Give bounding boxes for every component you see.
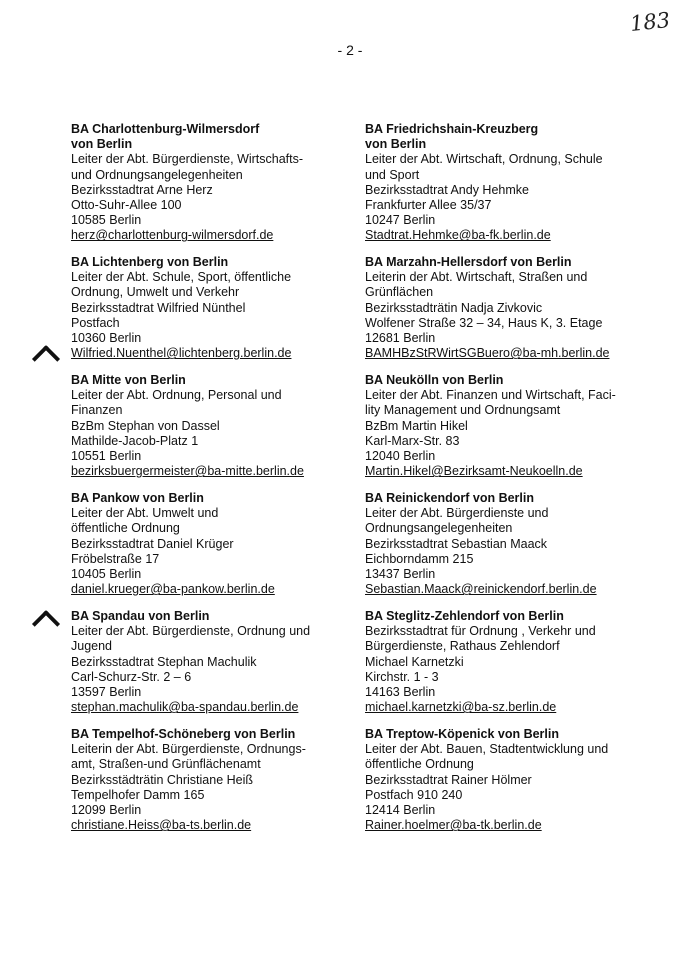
handwritten-page-number: 183 — [628, 7, 672, 37]
address-line: Bezirksstadtrat Arne Herz — [71, 182, 213, 197]
address-line: Finanzen — [71, 403, 123, 418]
district-title: BA Steglitz-Zehlendorf von Berlin — [365, 609, 564, 623]
address-line: 12414 Berlin — [365, 803, 436, 818]
page-number: - 2 - — [337, 42, 363, 58]
address-line: Bezirksstadträtin Nadja Zivkovic — [365, 300, 543, 315]
district-title: BA Tempelhof-Schöneberg von Berlin — [71, 727, 296, 741]
address-line: Tempelhofer Damm 165 — [71, 787, 205, 802]
address-line: Ordnung, Umwelt und Verkehr — [71, 285, 240, 300]
address-line: Leiter der Abt. Bürgerdienste und — [365, 506, 549, 521]
address-line: lity Management und Ordnungsamt — [365, 403, 561, 418]
address-line: Postfach 910 240 — [365, 787, 463, 802]
address-line: BzBm Stephan von Dassel — [71, 418, 220, 433]
address-line: Bezirksstadtrat Sebastian Maack — [365, 536, 548, 551]
address-line: Postfach — [71, 315, 120, 330]
address-block-marzahn-hellersdorf — [365, 255, 609, 361]
email-link[interactable]: Stadtrat.Hehmke@ba-fk.berlin.de — [365, 228, 551, 243]
address-line: BzBm Martin Hikel — [365, 418, 468, 433]
address-line: und Sport — [365, 167, 420, 182]
email-link[interactable]: Sebastian.Maack@reinickendorf.berlin.de — [365, 582, 597, 597]
address-line: Leiter der Abt. Schule, Sport, öffentliche — [71, 270, 292, 285]
district-title: BA Marzahn-Hellersdorf von Berlin — [365, 255, 572, 269]
address-line: Mathilde-Jacob-Platz 1 — [71, 433, 199, 448]
address-block-mitte — [71, 373, 304, 479]
address-line: Bezirksstadtrat Stephan Machulik — [71, 654, 257, 669]
address-block-pankow — [71, 491, 275, 597]
address-line: 10585 Berlin — [71, 213, 142, 228]
email-link[interactable]: herz@charlottenburg-wilmersdorf.de — [71, 228, 274, 243]
address-line: 12681 Berlin — [365, 331, 436, 346]
address-line: Fröbelstraße 17 — [71, 551, 160, 566]
email-link[interactable]: BAMHBzStRWirtSGBuero@ba-mh.berlin.de — [365, 346, 610, 361]
address-line: Bezirksstadtrat für Ordnung , Verkehr und — [365, 624, 596, 639]
address-block-tempelhof-schoeneberg — [71, 727, 306, 833]
address-line: 12040 Berlin — [365, 449, 436, 464]
address-block-friedrichshain-kreuzberg — [365, 122, 603, 244]
address-line: Otto-Suhr-Allee 100 — [71, 198, 182, 213]
district-title: BA Pankow von Berlin — [71, 491, 204, 505]
address-line: 12099 Berlin — [71, 803, 142, 818]
address-line: Michael Karnetzki — [365, 654, 464, 669]
margin-mark-icon — [32, 610, 60, 638]
address-line: Bezirksstädträtin Christiane Heiß — [71, 772, 254, 787]
district-title: von Berlin — [365, 137, 427, 152]
address-line: Leiter der Abt. Wirtschaft, Ordnung, Schule — [365, 152, 603, 167]
email-link[interactable]: christiane.Heiss@ba-ts.berlin.de — [71, 818, 252, 833]
address-block-spandau — [71, 609, 310, 715]
district-title: BA Lichtenberg von Berlin — [71, 255, 229, 269]
address-block-steglitz-zehlendorf — [365, 609, 596, 715]
address-line: 10405 Berlin — [71, 567, 142, 582]
address-line: Leiter der Abt. Umwelt und — [71, 506, 219, 521]
address-block-treptow-koepenick — [365, 727, 608, 833]
address-line: Leiterin der Abt. Bürgerdienste, Ordnungs- — [71, 742, 306, 757]
address-line: Eichborndamm 215 — [365, 551, 474, 566]
district-title: BA Spandau von Berlin — [71, 609, 210, 623]
email-link[interactable]: Wilfried.Nuenthel@lichtenberg.berlin.de — [71, 346, 292, 361]
address-line: Leiter der Abt. Bürgerdienste, Wirtschafts- — [71, 152, 304, 167]
email-link[interactable]: Rainer.hoelmer@ba-tk.berlin.de — [365, 818, 542, 833]
email-link[interactable]: daniel.krueger@ba-pankow.berlin.de — [71, 582, 275, 597]
address-line: Bezirksstadtrat Rainer Hölmer — [365, 772, 532, 787]
address-line: und Ordnungsangelegenheiten — [71, 167, 243, 182]
district-title: BA Reinickendorf von Berlin — [365, 491, 535, 505]
address-line: Bezirksstadtrat Daniel Krüger — [71, 536, 234, 551]
address-line: Leiter der Abt. Finanzen und Wirtschaft, Faci- — [365, 388, 616, 403]
email-link[interactable]: michael.karnetzki@ba-sz.berlin.de — [365, 700, 557, 715]
address-block-lichtenberg — [71, 255, 291, 361]
address-line: Ordnungsangelegenheiten — [365, 521, 513, 536]
email-link[interactable]: stephan.machulik@ba-spandau.berlin.de — [71, 700, 299, 715]
address-line: 13437 Berlin — [365, 567, 436, 582]
district-title: BA Friedrichshain-Kreuzberg — [365, 122, 539, 136]
address-line: 14163 Berlin — [365, 685, 436, 700]
address-line: Leiter der Abt. Bauen, Stadtentwicklung und — [365, 742, 609, 757]
address-line: Bürgerdienste, Rathaus Zehlendorf — [365, 639, 560, 654]
address-line: Frankfurter Allee 35/37 — [365, 198, 492, 213]
address-block-charlottenburg-wilmersdorf — [71, 122, 303, 244]
email-link[interactable]: bezirksbuergermeister@ba-mitte.berlin.de — [71, 464, 304, 479]
address-line: Carl-Schurz-Str. 2 – 6 — [71, 669, 192, 684]
address-line: Jugend — [71, 639, 113, 654]
address-line: Kirchstr. 1 - 3 — [365, 669, 439, 684]
address-line: 10247 Berlin — [365, 213, 436, 228]
address-line: Leiter der Abt. Bürgerdienste, Ordnung und — [71, 624, 311, 639]
address-line: Grünflächen — [365, 285, 434, 300]
district-title: BA Mitte von Berlin — [71, 373, 186, 387]
address-line: Bezirksstadtrat Andy Hehmke — [365, 182, 529, 197]
email-link[interactable]: Martin.Hikel@Bezirksamt-Neukoelln.de — [365, 464, 583, 479]
margin-mark-icon — [32, 345, 60, 373]
address-line: Karl-Marx-Str. 83 — [365, 433, 460, 448]
address-line: 10360 Berlin — [71, 331, 142, 346]
address-block-neukoelln — [365, 373, 616, 479]
address-line: amt, Straßen-und Grünflächenamt — [71, 757, 261, 772]
address-line: 13597 Berlin — [71, 685, 142, 700]
district-title: von Berlin — [71, 137, 133, 152]
district-title: BA Treptow-Köpenick von Berlin — [365, 727, 560, 741]
address-line: Leiter der Abt. Ordnung, Personal und — [71, 388, 282, 403]
district-title: BA Neukölln von Berlin — [365, 373, 504, 387]
address-line: öffentliche Ordnung — [71, 521, 180, 536]
address-block-reinickendorf — [365, 491, 597, 597]
address-line: Wolfener Straße 32 – 34, Haus K, 3. Etage — [365, 315, 603, 330]
address-line: 10551 Berlin — [71, 449, 142, 464]
district-title: BA Charlottenburg-Wilmersdorf — [71, 122, 260, 136]
address-line: Leiterin der Abt. Wirtschaft, Straßen und — [365, 270, 588, 285]
address-line: öffentliche Ordnung — [365, 757, 474, 772]
address-line: Bezirksstadtrat Wilfried Nünthel — [71, 300, 246, 315]
